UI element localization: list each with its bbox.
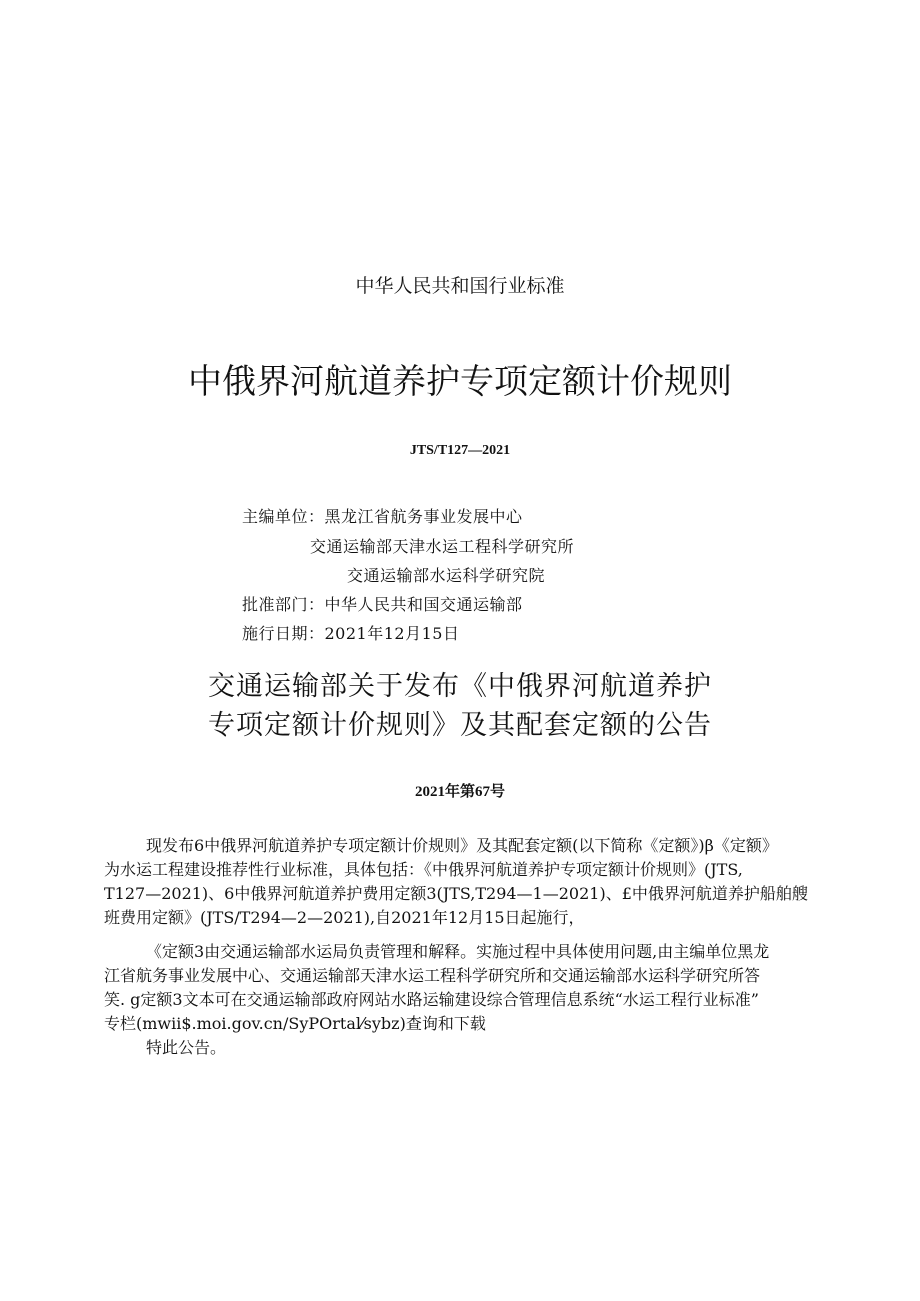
paragraph-2-line: 专栏(mwii$.moi.gov.cn/SyPOrtal⁄sybz)查询和下载	[104, 1014, 486, 1033]
document-title: 中俄界河航道养护专项定额计价规则	[188, 362, 732, 402]
editor-unit-line: 主编单位：黑龙江省航务事业发展中心	[242, 507, 523, 526]
paragraph-2-line: 《定额3由交通运输部水运局负责管理和解释。实施过程中具体使用问题,由主编单位黑龙	[146, 942, 770, 961]
closing-line: 特此公告。	[146, 1038, 227, 1057]
notice-title-line-2: 专项定额计价规则》及其配套定额的公告	[208, 710, 712, 741]
paragraph-1-line: 现发布6中俄界河航道养护专项定额计价规则》及其配套定额(以下简称《定额》)β《定额》	[146, 836, 778, 855]
editor-unit-3: 交通运输部水运科学研究院	[347, 566, 546, 585]
paragraph-1-line: T127—2021)、6中俄界河航道养护费用定额3(JTS,T294—1—2021)、£中俄界河航道养护船舶艘	[104, 884, 808, 903]
editor-unit-2: 交通运输部天津水运工程科学研究所	[310, 537, 575, 556]
paragraph-1-line: 为水运工程建设推荐性行业标准，具体包括：《中俄界河航道养护专项定额计价规则》(JTS,	[104, 860, 743, 879]
paragraph-2	[104, 940, 828, 1060]
paragraph-2-line: 笑. g定额3文本可在交通运输部政府网站水路运输建设综合管理信息系统“水运工程行业标准”	[104, 990, 759, 1009]
paragraph-2-line: 江省航务事业发展中心、交通运输部天津水运工程科学研究所和交通运输部水运科学研究所答	[104, 966, 761, 985]
paragraph-1	[104, 834, 828, 930]
effective-date-line: 施行日期：2021年12月15日	[242, 624, 460, 643]
approver-line: 批准部门：中华人民共和国交通运输部	[242, 595, 523, 614]
notice-title-line-1: 交通运输部关于发布《中俄界河航道养护	[208, 671, 712, 702]
standard-code: JTS/T127—2021	[409, 443, 511, 458]
notice-number: 2021年第67号	[414, 784, 505, 800]
standard-type-header: 中华人民共和国行业标准	[355, 275, 565, 297]
paragraph-1-line: 班费用定额》(JTS/T294—2—2021),自2021年12月15日起施行，	[104, 908, 585, 927]
